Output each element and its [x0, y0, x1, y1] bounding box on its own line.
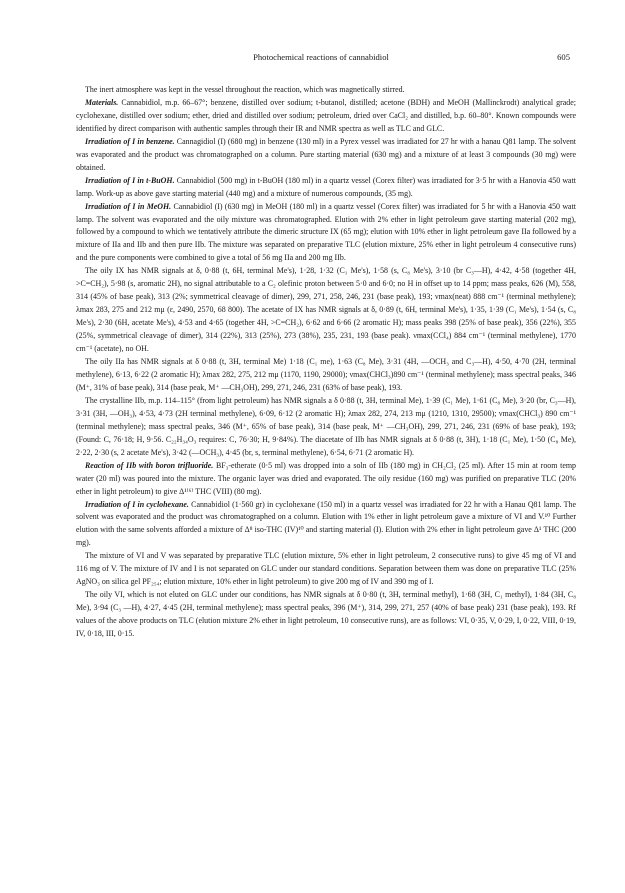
- section-heading-bf3: Reaction of IIb with boron trifluoride.: [85, 460, 214, 470]
- running-head: [72, 52, 570, 64]
- page-number: 605: [557, 52, 570, 62]
- section-heading-materials: Materials.: [85, 97, 119, 107]
- paragraph-text: Cannabidiol (500 mg) in t-BuOH (180 ml) in a quartz vessel (Corex filter) was irradiated for 3·5 hr with a Hanovia 450 watt lamp. Work-up as above gave starting material (440 mg) and a mixture of numerous compounds, (35 mg).: [76, 175, 576, 198]
- section-heading-benzene: Irradiation of I in benzene.: [85, 136, 175, 146]
- paragraph-irradiation-meoh: [76, 201, 576, 266]
- paragraph-irradiation-benzene: [76, 136, 576, 175]
- paragraph-text: Cannabidiol, m.p. 66–67°; benzene, distilled over sodium; t-butanol, distilled; acetone (BDH) and MeOH (Mallinckrodt) analytical grade; cyclohexane, distilled over sodium; ether, dried and distilled over sodium; petroleum, dried over CaCl₂ and distilled, b.p. 60–80°. Known compounds were identified by direct comparison with authentic samples through their IR and NMR spectra as well as TLC and GLC.: [76, 97, 576, 133]
- paragraph-text: Cannagidiol (I) (680 mg) in benzene (130 ml) in a Pyrex vessel was irradiated for 27 hr with a hanau Q81 lamp. The solvent was evaporated and the product was chromatographed on a column. Pure starting material (630 mg) and a mixture of at least 3 compounds (30 mg) were obtained.: [76, 136, 576, 172]
- running-title: Photochemical reactions of cannabidiol: [253, 52, 389, 62]
- paragraph-irradiation-cyclohexane: [76, 499, 576, 551]
- paragraph-compound-iib: [76, 395, 576, 460]
- paragraph-text: The oily VI, which is not eluted on GLC under our conditions, has NMR signals at δ 0·80 (t, 3H, terminal methyl), 1·68 (3H, C₁ methyl), 1·84 (3H, C₈ Me), 3·94 (C₃ —H), 4·27, 4·45 (2H, terminal methylene); mass spectral peaks, 396 (M⁺), 314, 299, 271, 257 (40% of base peak) 231 (base peak), 193. Rf values of the above products on TLC (elution mixture 2% ether in light petroleum, 10 consecutive runs), are as follows: VI, 0·35, V, 0·29, I, 0·22, VIII, 0·19, IV, 0·18, III, 0·15.: [76, 590, 576, 639]
- paragraph-compound-vi: [76, 589, 576, 641]
- section-heading-tbuoh: Irradiation of I in t-BuOH.: [85, 175, 175, 185]
- paragraph-compound-iia: [76, 356, 576, 395]
- section-heading-meoh: Irradiation of I in MeOH.: [85, 201, 172, 211]
- paragraph-text: BF₃-etherate (0·5 ml) was dropped into a soln of IIb (180 mg) in CH₂Cl₂ (25 ml). After 15 min at room temp water (20 ml) was poured into the mixture. The organic layer was dried and evaporated. The oily residue (160 mg) was purified on preparative TLC (20% ether in light petroleum) to give Δ¹⁽⁶⁾ THC (VIII) (80 mg).: [76, 460, 576, 496]
- section-heading-cyclohexane: Irradiation of I in cyclohexane.: [85, 499, 189, 509]
- paragraph-text: The oily IX has NMR signals at δ, 0·88 (t, 6H, terminal Me's), 1·28, 1·32 (C₁ Me's), 1·58 (s, C₈ Me's), 3·10 (br C₃—H), 4·42, 4·58 (together 4H, >C=CH₂), 5·98 (s, aromatic 2H), no signal attributable to a C₂ olefinic proton between 5·0 and 6·0; no H in offset up to 14 ppm; mass peaks, 626 (M), 558, 314 (45% of base peak), 313 (2%; symmetrical cleavage of dimer), 299, 271, 258, 246, 231 (base peak), 193; νmax(neat) 888 cm⁻¹ (terminal methylene); λmax 283, 275 and 212 mμ (ε, 2490, 2570, 68 800). The acetate of IX has NMR signals at δ, 0·89 (t, 6H, terminal Me's), 1·35, 1·39 (C₁ Me's), 1·54 (s, C₈ Me's), 2·30 (6H, acetate Me's), 4·53 and 4·65 (together 4H, >C=CH₂), 6·62 and 6·66 (2 aromatic H); mass peaks 398 (25% of base peak), 356 (22%), 355 (25%, symmetrical cleavage of dimer), 314 (22%), 313 (25%), 273 (38%), 235, 231, 193 (base peak). νmax(CCl₄) 884 cm⁻¹ (terminal methylene), 1770 cm⁻¹ (acetate), no OH.: [76, 266, 576, 354]
- paragraph-text: The mixture of VI and V was separated by preparative TLC (elution mixture, 5% ether in light petroleum, 2 consecutive runs) to give 45 mg of VI and 116 mg of V. The mixture of IV and I is not separated on GLC under our standard conditions. Separation between them was done on preparative TLC (25% AgNO₃ on silica gel PF₂₅₄; elution mixture, 10% ether in light petroleum) to give 200 mg of IV and 390 mg of I.: [76, 551, 576, 587]
- paragraph-text: Cannabidiol (1·560 gr) in cyclohexane (150 ml) in a quartz vessel was irradiated for 22 hr with a Hanau Q81 lamp. The solvent was evaporated and the product was chromatographed on a column. Elution with 1% ether in light petroleum gave a mixture of VI and V.¹⁰ Further elution with the same solvents afforded a mixture of Δ⁸ iso-THC (IV)¹⁰ and starting material (I). Elution with 2% ether in light petroleum gave Δ¹ THC (200 mg).: [76, 499, 576, 548]
- paragraph-text: The oily IIa has NMR signals at δ 0·88 (t, 3H, terminal Me) 1·18 (C₁ me), 1·63 (C₈ Me), 3·31 (4H, —OCH₃ and C₃—H), 4·50, 4·70 (2H, terminal methylene), 6·13, 6·22 (2 aromatic H); λmax 282, 275, 212 mμ (1170, 1190, 29000); νmax(CHCl₃)890 cm⁻¹ (terminal methylene); mass spectral peaks, 346 (M⁺, 31% of base peak), 314 (base peak, M⁺ —CH₃OH), 299, 271, 246, 231 (63% of base peak), 193.: [76, 357, 576, 392]
- paragraph-reaction-bf3: [76, 460, 576, 499]
- paragraph-separation: [76, 550, 576, 589]
- paragraph-inert-atmosphere: [76, 84, 576, 97]
- paragraph-materials: [76, 97, 576, 136]
- article-body: [76, 84, 576, 641]
- paragraph-text: The inert atmosphere was kept in the vessel throughout the reaction, which was magnetically stirred.: [85, 85, 405, 94]
- paragraph-text: The crystalline IIb, m.p. 114–115° (from light petroleum) has NMR signals a δ 0·88 (t, 3H, terminal Me), 1·39 (C₁ Me), 1·61 (C₈ Me), 3·20 (br, C₃—H), 3·31 (3H, —OH₃), 4·53, 4·73 (2H terminal methylene), 6·09, 6·12 (2 aromatic H); λmax 282, 274, 213 mμ (1210, 1310, 29500); νmax(CHCl₃) 890 cm⁻¹ (terminal methylene); mass spectral peaks, 346 (M⁺, 65% of base peak), 314 (base peak, M⁺ —CH₃OH), 299, 271, 246, 231 (69% of base peak), 193; (Found: C, 76·18; H, 9·56. C₂₂H₃₄O₃ requires: C, 76·30; H, 9·84%). The diacetate of IIb has NMR signals at δ 0·88 (t, 3H), 1·18 (C₁ Me), 1·50 (C₈ Me), 2·22, 2·30 (s, 2 acetate Me's), 3·42 (—OCH₃), 4·45 (br, s, terminal methylene), 6·54, 6·71 (2 aromatic H).: [76, 395, 576, 457]
- paragraph-irradiation-tbuoh: [76, 175, 576, 201]
- paragraph-text: Cannabidiol (I) (630 mg) in MeOH (180 ml) in a quartz vessel (Corex filter) was irradiated for 5 hr with a Hanovia 450 watt lamp. The solvent was evaporated and the oily mixture was chromatographed. Elution with 2% ether in light petroleum gave starting material (202 mg), followed by a compound to which we tentatively attribute the dimeric structure IX (65 mg); elution with 10% ether in light petroleum gave IIa followed by a mixture of IIa and IIb and then pure IIb. The mixture was separated on preparative TLC (elution mixture, 25% ether in light petroleum 4 consecutive runs) and the pure components were combined to give a total of 56 mg IIa and 200 mg IIb.: [76, 201, 576, 263]
- paragraph-compound-ix: [76, 265, 576, 356]
